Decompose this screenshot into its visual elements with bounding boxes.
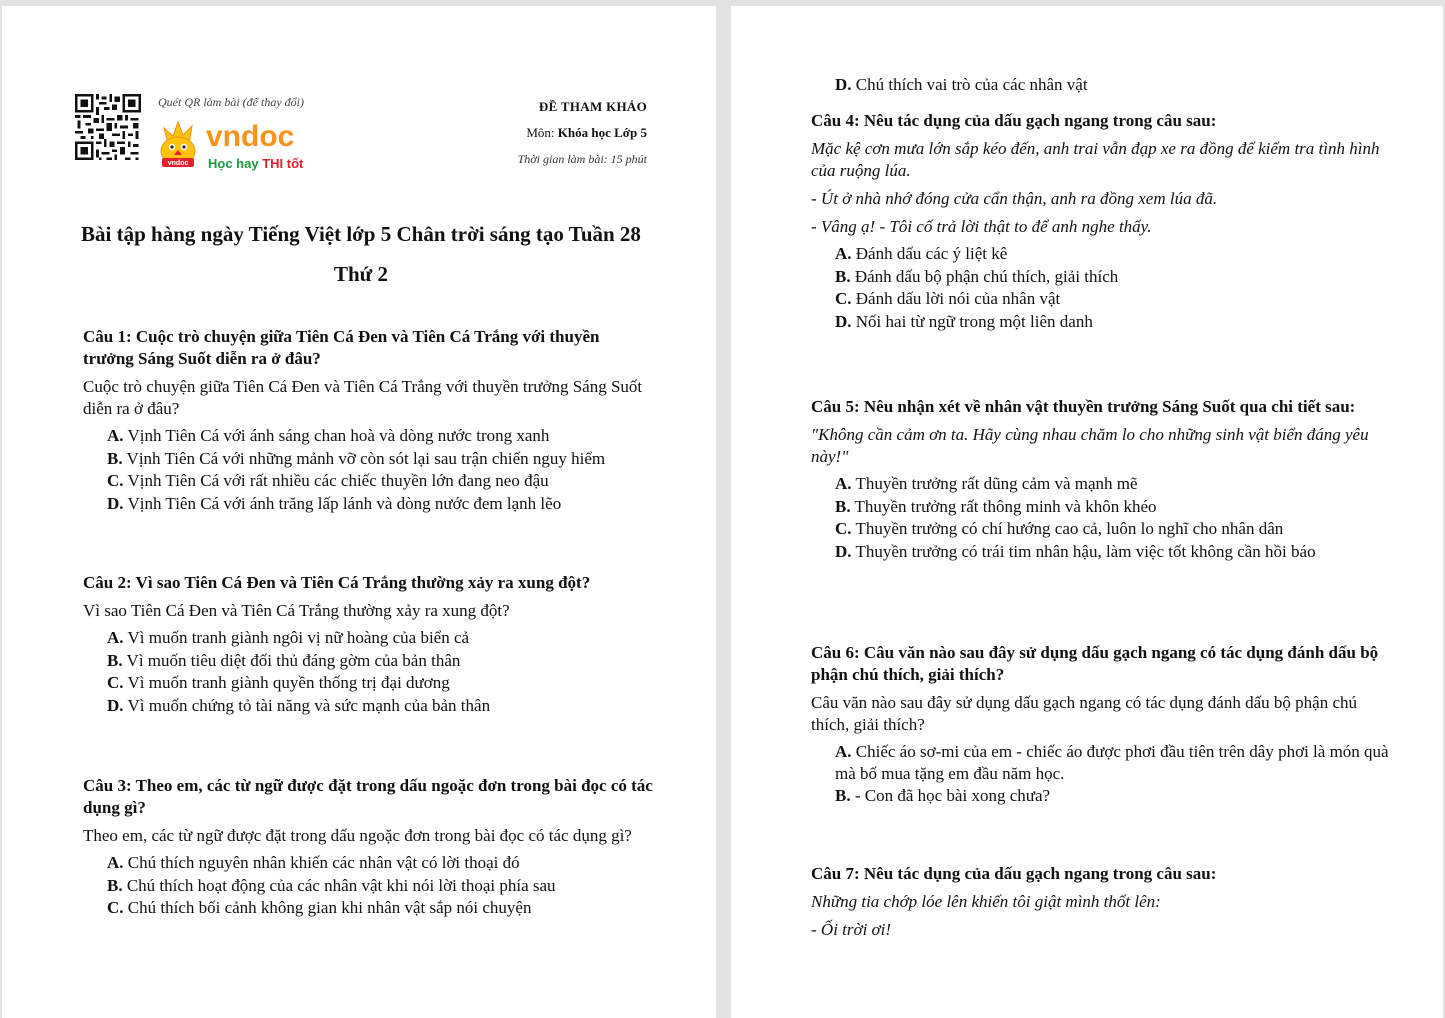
time-limit: Thời gian làm bài: 15 phút [517,152,647,166]
question-text: Vì sao Tiên Cá Đen và Tiên Cá Trắng thường xảy ra xung đột? [83,601,510,620]
option-a[interactable]: A. Thuyền trưởng rất dũng cảm và mạnh mẽ [835,474,1138,493]
question-title: Câu 3: Theo em, các từ ngữ được đặt trong dấu ngoặc đơn trong bài đọc có tác dụng gì? [83,776,653,817]
option-b[interactable]: B. Đánh dấu bộ phận chú thích, giải thích [835,266,1119,286]
question-title: Câu 4: Nêu tác dụng của dấu gạch ngang trong câu sau: [811,111,1217,130]
quote: "Không cần cảm ơn ta. Hãy cùng nhau chăm lo cho những sinh vật biển đáng yêu này!" [811,425,1369,466]
example-dialogue: - Ối trời ơi! [811,920,892,939]
question-title: Câu 6: Câu văn nào sau đây sử dụng dấu gạch ngang có tác dụng đánh dấu bộ phận chú thích, giải thích? [811,643,1379,684]
document-header-info [482,94,647,172]
option-d[interactable]: D. Chú thích vai trò của các nhân vật [835,75,1088,94]
qr-code-icon [75,94,141,160]
option-d[interactable]: D. Vì muốn chứng tỏ tài năng và sức mạnh của bản thân [107,696,491,716]
option-a[interactable]: A. Chiếc áo sơ-mi của em - chiếc áo được phơi đầu tiên trên dây phơi là món quà mà bố mua tặng em đầu năm học. [835,742,1389,783]
vndoc-logo [158,114,328,172]
option-d[interactable]: D. Thuyền trưởng có trái tim nhân hậu, làm việc tốt không cần hồi báo [835,542,1316,562]
subject-line [482,120,647,146]
question-7 [811,863,1391,941]
question-1 [83,326,653,516]
question-title: Câu 2: Vì sao Tiên Cá Đen và Tiên Cá Trắng thường xảy ra xung đột? [83,573,591,592]
option-b[interactable]: B. Vịnh Tiên Cá với những mảnh vỡ còn sót lại sau trận chiến nguy hiểm [107,448,606,468]
option-b[interactable]: B. Chú thích hoạt động của các nhân vật khi nói lời thoại phía sau [107,875,556,895]
option-a[interactable]: A. Vịnh Tiên Cá với ánh sáng chan hoà và dòng nước trong xanh [107,426,550,445]
question-text: Theo em, các từ ngữ được đặt trong dấu ngoặc đơn trong bài đọc có tác dụng gì? [83,826,632,845]
example-sentence: Những tia chớp lóe lên khiến tôi giật mình thốt lên: [811,892,1161,911]
option-c[interactable]: C. Vì muốn tranh giành quyền thống trị đại dương [107,673,450,693]
option-b[interactable]: B. - Con đã học bài xong chưa? [835,786,1051,805]
option-a[interactable]: A. Vì muốn tranh giành ngôi vị nữ hoàng của biển cả [107,628,470,647]
title-line-1: Bài tập hàng ngày Tiếng Việt lớp 5 Chân trời sáng tạo Tuần 28 [81,222,641,246]
title-line-2: Thứ 2 [333,262,389,286]
option-c[interactable]: C. Thuyền trưởng có chí hướng cao cả, luôn lo nghĩ cho nhân dân [835,519,1284,539]
document-title [62,214,660,294]
option-b[interactable]: B. Vì muốn tiêu diệt đối thủ đáng gờm của bản thân [107,650,461,670]
question-6 [811,642,1391,808]
question-title: Câu 5: Nêu nhận xét về nhân vật thuyền trưởng Sáng Suốt qua chi tiết sau: [811,397,1356,416]
option-c[interactable]: C. Vịnh Tiên Cá với rất nhiều các chiếc thuyền lớn đang neo đậu [107,471,549,491]
example-sentence: Mặc kệ cơn mưa lớn sắp kéo đến, anh trai vẫn đạp xe ra đồng để kiểm tra tình hình của ruộng lúa. [811,139,1380,180]
question-4 [811,110,1391,334]
doc-type: ĐỀ THAM KHẢO [538,99,647,114]
option-a[interactable]: A. Đánh dấu các ý liệt kê [835,244,1008,263]
question-title: Câu 1: Cuộc trò chuyện giữa Tiên Cá Đen và Tiên Cá Trắng với thuyền trưởng Sáng Suốt diễn ra ở đâu? [83,327,600,368]
option-c[interactable]: C. Chú thích bối cảnh không gian khi nhân vật sắp nói chuyện [107,898,532,918]
document-page-2 [731,6,1443,1018]
option-c[interactable]: C. Đánh dấu lời nói của nhân vật [835,289,1061,309]
qr-caption: Quét QR làm bài (để thay đổi) [158,95,304,109]
question-text: Cuộc trò chuyện giữa Tiên Cá Đen và Tiên Cá Trắng với thuyền trưởng Sáng Suốt diễn ra ở đâu? [83,377,643,418]
example-dialogue-1: - Út ở nhà nhớ đóng cửa cẩn thận, anh ra đồng xem lúa đã. [811,189,1218,208]
subject-label: Môn: [526,125,555,140]
question-3-continued [811,74,1391,97]
option-d[interactable]: D. Nối hai từ ngữ trong một liên danh [835,312,1093,332]
example-dialogue-2: - Vâng ạ! - Tôi cố trả lời thật to để anh nghe thấy. [811,217,1152,236]
question-title: Câu 7: Nêu tác dụng của dấu gạch ngang trong câu sau: [811,864,1217,883]
logo-tagline: Học hay THI tốt [208,156,304,171]
question-2 [83,572,653,718]
option-b[interactable]: B. Thuyền trưởng rất thông minh và khôn khéo [835,496,1157,516]
logo-badge: vndoc [167,160,189,167]
question-text: Câu văn nào sau đây sử dụng dấu gạch ngang có tác dụng đánh dấu bộ phận chú thích, giải thích? [811,693,1357,734]
option-a[interactable]: A. Chú thích nguyên nhân khiến các nhân vật có lời thoại đó [107,853,520,872]
logo-wordmark: vndoc [206,120,295,153]
document-page-1 [2,6,716,1018]
question-5 [811,396,1391,564]
question-3 [83,775,653,920]
subject-value: Khóa học Lớp 5 [557,125,647,140]
option-d[interactable]: D. Vịnh Tiên Cá với ánh trăng lấp lánh và dòng nước đem lạnh lẽo [107,494,562,514]
